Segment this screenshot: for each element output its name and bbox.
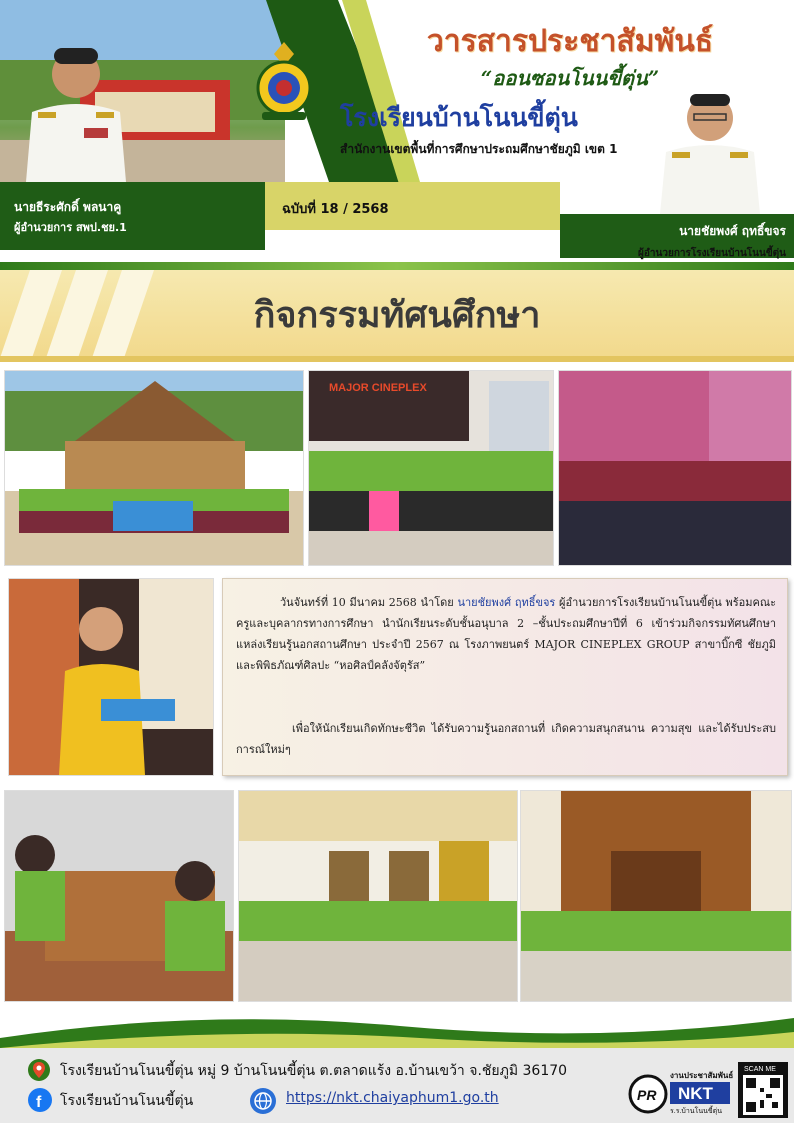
qr-code-icon[interactable]	[738, 1062, 788, 1118]
svg-text:f: f	[36, 1094, 42, 1111]
banner-stripes	[0, 270, 190, 358]
footer-address: โรงเรียนบ้านโนนขี้ตุ่น หมู่ 9 บ้านโนนขี้ตุ่น ต.ตลาดแร้ง อ.บ้านเขว้า จ.ชัยภูมิ 36170	[60, 1063, 568, 1079]
article-intro: วันจันทร์ที่ 10 มีนาคม 2568 นำโดย	[280, 596, 458, 609]
website-link[interactable]: https://nkt.chaiyaphum1.go.th	[286, 1090, 499, 1106]
article-purpose: เพื่อให้นักเรียนเกิดทักษะชีวิต ได้รับความรู้นอกสถานที่ เกิดความสนุกสนาน ความสุข และได้รับประสบการณ์ใหม่ๆ	[236, 722, 776, 756]
photo-gallery-group	[238, 790, 518, 1002]
photo-masks-group	[520, 790, 792, 1002]
article-body: ผู้อำนวยการโรงเรียนบ้านโนนขี้ตุ่น พร้อมคณะครูและบุคลากรทางการศึกษา นำนักเรียนระดับชั้นอนุบาล 2 –ชั้นประถมศึกษาปีที่ 6 เข้าร่วมกิจกรรมทัศนศึกษาแหล่งเรียนรู้นอกสถานศึกษา ประจำปี 2567 ณ โรงภาพยนตร์ MAJOR CINEPLEX GROUP สาขาบิ๊กซี ชัยภูมิ และพิพิธภัณฑ์ศิลปะ “หอศิลป์คลังจัตุรัส”	[236, 596, 777, 672]
district-director-name: นายธีระศักดิ์ พลนาคู	[14, 200, 122, 214]
school-name: โรงเรียนบ้านโนนขี้ตุ่น	[340, 103, 578, 132]
header-divider	[0, 262, 794, 270]
newsletter-subtitle: “ออนซอนโนนขี้ตุ่น”	[480, 66, 660, 90]
article-paragraph-1	[236, 592, 776, 676]
facebook-page-link[interactable]: โรงเรียนบ้านโนนขี้ตุ่น	[60, 1093, 194, 1109]
photo-student-popcorn	[8, 578, 214, 776]
cinema-sign: MAJOR CINEPLEX	[329, 382, 427, 394]
pr-short: NKT	[678, 1084, 713, 1103]
issue-number: ฉบับที่ 18 / 2568	[282, 202, 389, 217]
school-director-name: นายชัยพงศ์ ฤทธิ์ขจร	[679, 224, 786, 238]
qr-label: SCAN ME	[744, 1066, 776, 1073]
school-logo-icon	[248, 40, 320, 122]
location-pin-icon	[28, 1058, 50, 1082]
school-director-photo	[654, 86, 766, 214]
globe-icon	[250, 1088, 276, 1114]
newsletter-title: วารสารประชาสัมพันธ์	[426, 24, 714, 59]
facebook-icon[interactable]	[28, 1088, 52, 1112]
photo-group-temple	[4, 370, 304, 566]
pr-sub: ร.ร.บ้านโนนขี้ตุ่น	[670, 1108, 723, 1115]
school-director-title: ผู้อำนวยการโรงเรียนบ้านโนนขี้ตุ่น	[638, 248, 786, 259]
activity-title: กิจกรรมทัศนศึกษา	[253, 294, 541, 336]
photo-mask-painting	[4, 790, 234, 1002]
banner-divider	[0, 356, 794, 362]
photo-cinema-lobby	[308, 370, 554, 566]
pr-badge: PR	[637, 1087, 657, 1103]
office-name: สำนักงานเขตพื้นที่การศึกษาประถมศึกษาชัยภูมิ เขต 1	[340, 142, 618, 156]
article-paragraph-2	[236, 718, 776, 760]
photo-cinema-hall	[558, 370, 792, 566]
article-director-name: นายชัยพงศ์ ฤทธิ์ขจร	[457, 596, 556, 609]
district-director-photo	[18, 40, 134, 182]
pr-label: งานประชาสัมพันธ์	[670, 1071, 734, 1080]
district-director-title: ผู้อำนวยการ สพป.ชย.1	[14, 221, 127, 234]
pr-logo	[624, 1066, 734, 1116]
